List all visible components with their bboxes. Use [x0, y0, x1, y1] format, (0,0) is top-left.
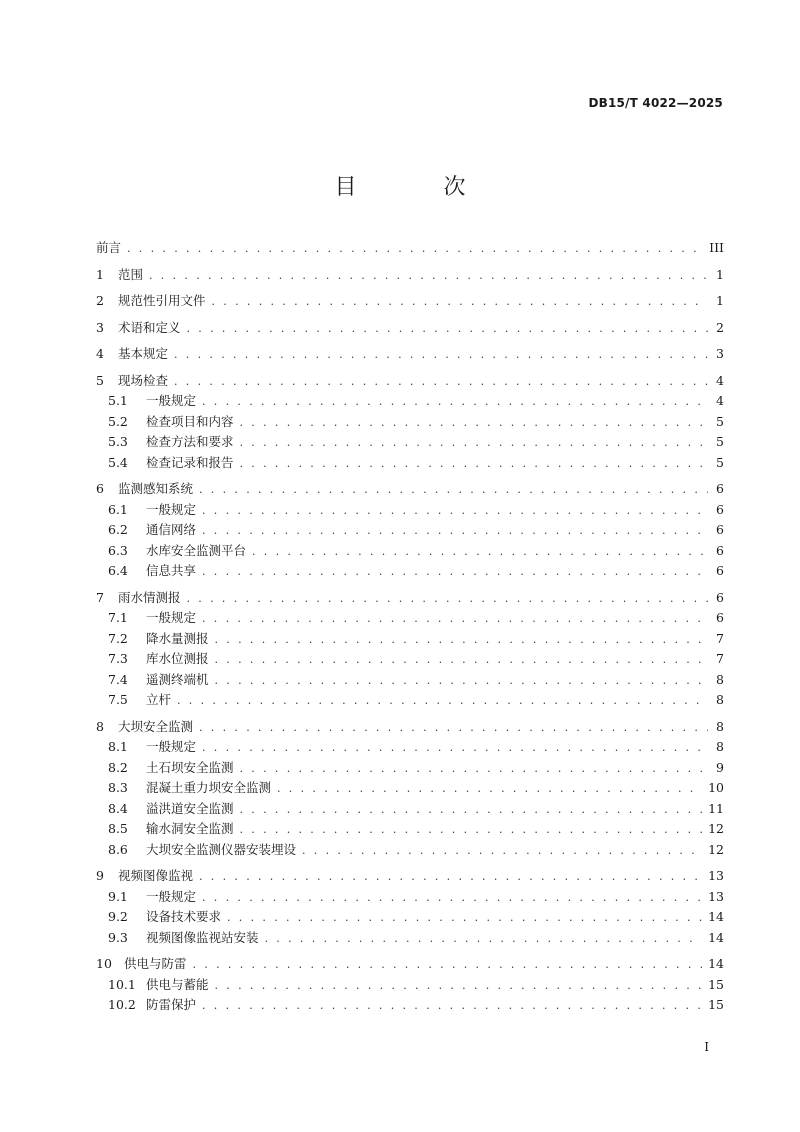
toc-entry-title: 一般规定 — [146, 501, 197, 517]
toc-entry-title: 雨水情测报 — [118, 589, 181, 605]
toc-entry-page: 6 — [716, 563, 724, 578]
toc-entry-number: 8.6 — [108, 841, 128, 857]
toc-entry-title: 检查方法和要求 — [146, 434, 234, 449]
toc-leader-dots — [202, 524, 708, 537]
toc-entry[interactable] — [96, 265, 724, 286]
toc-entry[interactable] — [96, 778, 724, 799]
toc-entry-number: 4 — [96, 346, 104, 361]
toc-entry-title: 基本规定 — [118, 346, 169, 361]
toc-entry-page: 7 — [716, 651, 724, 666]
toc-entry-number: 5 — [96, 372, 104, 388]
toc-entry[interactable] — [96, 479, 724, 500]
toc-entry-title: 一般规定 — [146, 888, 197, 904]
toc-entry-number: 8.3 — [108, 780, 128, 795]
toc-leader-dots — [240, 762, 708, 775]
toc-leader-dots — [202, 741, 708, 754]
toc-entry-number: 3 — [96, 319, 104, 335]
page-title: 目 次 — [334, 175, 506, 200]
toc-entry[interactable] — [96, 588, 724, 609]
toc-entry-number: 6.1 — [108, 501, 128, 517]
toc-entry-title: 溢洪道安全监测 — [146, 800, 234, 816]
toc-entry[interactable] — [96, 238, 724, 259]
toc-entry-page: 6 — [716, 501, 724, 517]
toc-entry[interactable] — [96, 649, 724, 670]
toc-entry-number: 5.1 — [108, 393, 128, 408]
toc-leader-dots — [215, 653, 708, 666]
toc-leader-dots — [193, 958, 703, 971]
toc-entry-number: 8.1 — [108, 739, 128, 754]
toc-entry-number: 5.3 — [108, 434, 128, 449]
toc-entry-page: 10 — [708, 780, 724, 795]
toc-entry[interactable] — [96, 453, 724, 474]
toc-entry-page: 3 — [716, 346, 724, 361]
toc-entry-number: 8.5 — [108, 821, 128, 836]
toc-leader-dots — [202, 999, 702, 1012]
toc-entry-title: 土石坝安全监测 — [146, 759, 234, 775]
toc-entry-number: 7.4 — [108, 671, 128, 687]
toc-entry-page: 5 — [716, 413, 724, 429]
toc-entry-page: 14 — [708, 956, 724, 971]
toc-entry[interactable] — [96, 412, 724, 433]
table-of-contents — [96, 238, 724, 1016]
toc-entry-title: 供电与蓄能 — [146, 976, 209, 992]
toc-entry-title: 一般规定 — [146, 610, 197, 625]
toc-entry-number: 7 — [96, 589, 104, 605]
toc-entry-page: 12 — [708, 841, 724, 857]
toc-entry-title: 监测感知系统 — [118, 481, 194, 496]
toc-leader-dots — [240, 803, 703, 816]
toc-entry-page: 8 — [716, 718, 724, 734]
toc-entry-title: 水库安全监测平台 — [146, 542, 247, 558]
toc-entry[interactable] — [96, 670, 724, 691]
toc-entry-number: 8.2 — [108, 759, 128, 775]
toc-entry[interactable] — [96, 344, 724, 365]
toc-entry-page: 1 — [716, 266, 724, 282]
toc-entry[interactable] — [96, 995, 724, 1016]
toc-leader-dots — [202, 612, 708, 625]
toc-entry-page: 6 — [716, 542, 724, 558]
toc-entry-title: 检查项目和内容 — [146, 413, 234, 429]
toc-entry[interactable] — [96, 500, 724, 521]
toc-entry-number: 9.1 — [108, 888, 128, 904]
toc-entry[interactable] — [96, 975, 724, 996]
toc-entry-page: 6 — [716, 589, 724, 605]
toc-entry-number: 9.3 — [108, 929, 128, 945]
toc-entry[interactable] — [96, 432, 724, 453]
toc-entry-title: 现场检查 — [118, 372, 169, 388]
toc-leader-dots — [127, 242, 703, 255]
toc-entry-title: 规范性引用文件 — [118, 293, 206, 308]
toc-leader-dots — [199, 870, 702, 883]
toc-leader-dots — [177, 694, 708, 707]
toc-leader-dots — [187, 322, 708, 335]
toc-leader-dots — [202, 891, 702, 904]
toc-entry-number: 8.4 — [108, 800, 128, 816]
toc-entry-number: 10.1 — [108, 976, 136, 992]
toc-entry-number: 10 — [96, 956, 112, 971]
toc-entry-page: 11 — [708, 800, 724, 816]
toc-entry-number: 9.2 — [108, 909, 128, 924]
toc-entry[interactable] — [96, 717, 724, 738]
toc-entry-page: 6 — [716, 481, 724, 496]
toc-entry[interactable] — [96, 291, 724, 312]
toc-entry-title: 视频图像监视 — [118, 868, 194, 883]
toc-entry-page: 12 — [708, 821, 724, 836]
toc-leader-dots — [202, 565, 708, 578]
toc-entry[interactable] — [96, 907, 724, 928]
toc-entry-title: 通信网络 — [146, 522, 197, 537]
toc-entry-title: 输水洞安全监测 — [146, 821, 234, 836]
toc-leader-dots — [187, 592, 708, 605]
toc-entry-number: 9 — [96, 868, 104, 883]
toc-entry-page: 6 — [716, 610, 724, 625]
toc-entry-page: 8 — [716, 692, 724, 707]
toc-entry-page: 4 — [716, 393, 724, 408]
toc-entry[interactable] — [96, 690, 724, 711]
toc-entry[interactable] — [96, 561, 724, 582]
toc-entry-title: 视频图像监视站安装 — [146, 929, 259, 945]
toc-entry-number: 1 — [96, 266, 104, 282]
toc-entry-number: 7.1 — [108, 610, 128, 625]
toc-entry-number: 7.5 — [108, 692, 128, 707]
toc-entry-page: 13 — [708, 888, 724, 904]
toc-entry-page: 15 — [708, 976, 724, 992]
toc-leader-dots — [212, 295, 708, 308]
toc-entry-page: 7 — [716, 630, 724, 646]
toc-entry[interactable] — [96, 391, 724, 412]
toc-entry[interactable] — [96, 737, 724, 758]
toc-entry-title: 范围 — [118, 266, 144, 282]
toc-entry[interactable] — [96, 954, 724, 975]
toc-leader-dots — [149, 269, 708, 282]
toc-leader-dots — [215, 633, 708, 646]
toc-entry-page: 4 — [716, 372, 724, 388]
toc-leader-dots — [202, 395, 708, 408]
toc-entry[interactable] — [96, 799, 724, 820]
toc-entry-title: 术语和定义 — [118, 319, 181, 335]
toc-entry-number: 8 — [96, 718, 104, 734]
toc-leader-dots — [174, 348, 708, 361]
toc-leader-dots — [227, 911, 702, 924]
toc-entry[interactable] — [96, 608, 724, 629]
toc-entry[interactable] — [96, 928, 724, 949]
toc-leader-dots — [215, 979, 703, 992]
toc-leader-dots — [199, 721, 708, 734]
toc-entry-title: 立杆 — [146, 692, 172, 707]
toc-leader-dots — [240, 436, 708, 449]
toc-leader-dots — [215, 674, 708, 687]
toc-leader-dots — [302, 844, 702, 857]
toc-entry[interactable] — [96, 758, 724, 779]
toc-leader-dots — [199, 483, 708, 496]
toc-leader-dots — [252, 545, 708, 558]
toc-leader-dots — [174, 375, 708, 388]
toc-entry[interactable] — [96, 520, 724, 541]
toc-entry-page: 8 — [716, 739, 724, 754]
toc-entry-page: 6 — [716, 522, 724, 537]
toc-leader-dots — [277, 782, 702, 795]
toc-entry-page: 8 — [716, 671, 724, 687]
toc-entry-page: 14 — [708, 929, 724, 945]
toc-entry[interactable] — [96, 887, 724, 908]
toc-entry[interactable] — [96, 541, 724, 562]
toc-entry-number: 6.3 — [108, 542, 128, 558]
toc-entry-number: 7.3 — [108, 651, 128, 666]
toc-entry-page: 5 — [716, 434, 724, 449]
toc-entry-title: 降水量测报 — [146, 630, 209, 646]
toc-entry-title: 混凝土重力坝安全监测 — [146, 780, 272, 795]
toc-leader-dots — [265, 932, 703, 945]
toc-entry-title: 信息共享 — [146, 563, 197, 578]
toc-entry-title: 检查记录和报告 — [146, 454, 234, 470]
toc-entry-page: 15 — [708, 997, 724, 1012]
toc-entry-title: 前言 — [96, 240, 122, 255]
toc-entry-title: 防雷保护 — [146, 997, 197, 1012]
toc-entry-title: 遥测终端机 — [146, 671, 209, 687]
toc-entry-page: 13 — [708, 868, 724, 883]
toc-entry-title: 一般规定 — [146, 393, 197, 408]
toc-entry-number: 6.2 — [108, 522, 128, 537]
toc-entry-number: 5.2 — [108, 413, 128, 429]
toc-entry[interactable] — [96, 629, 724, 650]
toc-entry-page: 14 — [708, 909, 724, 924]
toc-entry-title: 大坝安全监测仪器安装埋设 — [146, 841, 297, 857]
toc-leader-dots — [240, 823, 703, 836]
toc-leader-dots — [202, 504, 708, 517]
toc-entry-page: 2 — [716, 319, 724, 335]
toc-entry[interactable] — [96, 840, 724, 861]
toc-entry[interactable] — [96, 318, 724, 339]
toc-entry-title: 大坝安全监测 — [118, 718, 194, 734]
standard-code: DB15/T 4022—2025 — [588, 96, 723, 110]
toc-entry-page: 9 — [716, 759, 724, 775]
toc-entry-page: 1 — [716, 293, 724, 308]
toc-entry-title: 库水位测报 — [146, 651, 209, 666]
toc-entry[interactable] — [96, 866, 724, 887]
page-number: I — [704, 1040, 709, 1054]
toc-entry-page: III — [709, 240, 724, 255]
toc-entry-number: 2 — [96, 293, 104, 308]
toc-entry-number: 7.2 — [108, 630, 128, 646]
toc-entry-title: 设备技术要求 — [146, 909, 222, 924]
toc-entry[interactable] — [96, 371, 724, 392]
toc-entry-number: 6 — [96, 481, 104, 496]
toc-leader-dots — [240, 457, 708, 470]
toc-entry-number: 5.4 — [108, 454, 128, 470]
toc-leader-dots — [240, 416, 708, 429]
toc-entry-title: 一般规定 — [146, 739, 197, 754]
toc-entry-number: 6.4 — [108, 563, 128, 578]
toc-entry-number: 10.2 — [108, 997, 136, 1012]
toc-entry-title: 供电与防雷 — [124, 956, 187, 971]
toc-entry[interactable] — [96, 819, 724, 840]
toc-entry-page: 5 — [716, 454, 724, 470]
